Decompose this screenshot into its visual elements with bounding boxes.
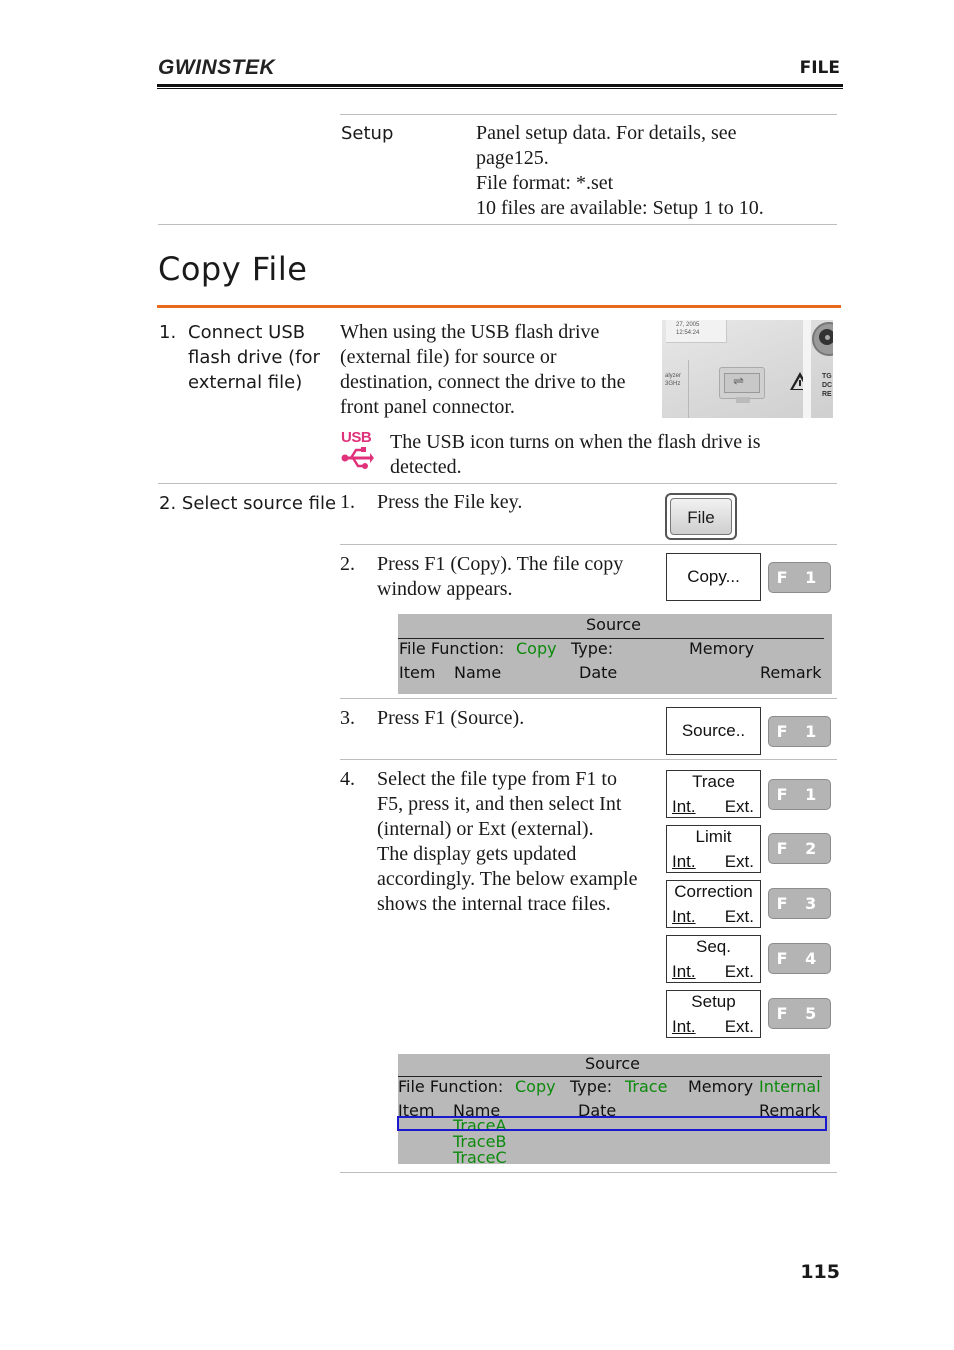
step2-rule <box>340 1172 837 1173</box>
f3-key[interactable]: F 3 <box>768 888 831 919</box>
sub1-rule <box>340 544 837 545</box>
copy-softkey[interactable]: Copy... <box>666 553 761 601</box>
page-title: Copy File <box>158 250 308 288</box>
page-number: 115 <box>800 1261 840 1283</box>
step1-text: When using the USB flash drive (external file) for source or destination, connect the drive to the front panel connector. <box>340 321 626 418</box>
file-key-button[interactable]: File <box>665 493 737 540</box>
sub4-number: 4. <box>340 768 355 790</box>
file-item[interactable]: TraceB <box>453 1132 507 1151</box>
limit-softkey[interactable]: Limit Int. Ext. <box>666 825 761 873</box>
header-rule-thin <box>157 88 843 89</box>
table-rule-top <box>340 114 837 115</box>
usb-note: The USB icon turns on when the flash drive is detected. <box>390 431 761 478</box>
step1-label: Connect USB flash drive (for external file) <box>188 322 320 393</box>
title-rule <box>157 305 841 308</box>
source-softkey[interactable]: Source.. <box>666 707 761 755</box>
setup-label: Setup <box>341 123 394 144</box>
file-copy-window: Source File Function: Copy Type: Memory Item Name Date Remark <box>398 614 832 694</box>
step1-rule <box>158 483 837 484</box>
f2-key[interactable]: F 2 <box>768 833 831 864</box>
selection-cursor <box>397 1116 827 1131</box>
brand-logo: GWINSTEK <box>158 56 276 79</box>
header-rule <box>157 84 843 87</box>
correction-softkey[interactable]: Correction Int. Ext. <box>666 880 761 928</box>
sub3-number: 3. <box>340 707 355 729</box>
sub3-text: Press F1 (Source). <box>377 707 525 729</box>
sub4-text: Select the file type from F1 to F5, press it, and then select Int (internal) or Ext (external). The display gets updated accordingly. The below example shows the internal trace files. <box>377 768 638 915</box>
usb-symbol-icon: ⇌ <box>733 373 744 388</box>
seq-softkey[interactable]: Seq. Int. Ext. <box>666 935 761 983</box>
f1-key[interactable]: F 1 <box>768 779 831 810</box>
f1-key[interactable]: F 1 <box>768 716 831 747</box>
file-item[interactable]: TraceA <box>453 1116 507 1135</box>
table-rule-bottom <box>158 224 837 225</box>
f1-key[interactable]: F 1 <box>768 562 831 593</box>
setup-softkey[interactable]: Setup Int. Ext. <box>666 990 761 1038</box>
trace-softkey[interactable]: Trace Int. Ext. <box>666 770 761 818</box>
usb-indicator-icon: USB <box>341 430 374 472</box>
file-item[interactable]: TraceC <box>453 1148 507 1167</box>
f5-key[interactable]: F 5 <box>768 998 831 1029</box>
sub2-rule <box>340 698 837 699</box>
step1-number: 1. <box>159 322 177 343</box>
step2-label: 2. Select source file <box>159 493 337 514</box>
usb-port-photo: 27, 2005 12:54:24 alyzer 3GHz ⇌ TG DC RE <box>662 320 833 418</box>
f4-key[interactable]: F 4 <box>768 943 831 974</box>
sub2-text: Press F1 (Copy). The file copy window appears. <box>377 553 624 600</box>
sub1-text: Press the File key. <box>377 491 523 513</box>
section-name: FILE <box>799 58 840 78</box>
source-file-list-window: Source File Function: Copy Type: Trace Memory Internal Item Name Date Remark TraceA TraceB TraceC <box>398 1054 830 1164</box>
sub2-number: 2. <box>340 553 355 575</box>
sub1-number: 1. <box>340 491 355 513</box>
sub3-rule <box>340 759 837 760</box>
setup-description: Panel setup data. For details, see page125. File format: *.set 10 files are available: Setup 1 to 10. <box>476 122 764 219</box>
